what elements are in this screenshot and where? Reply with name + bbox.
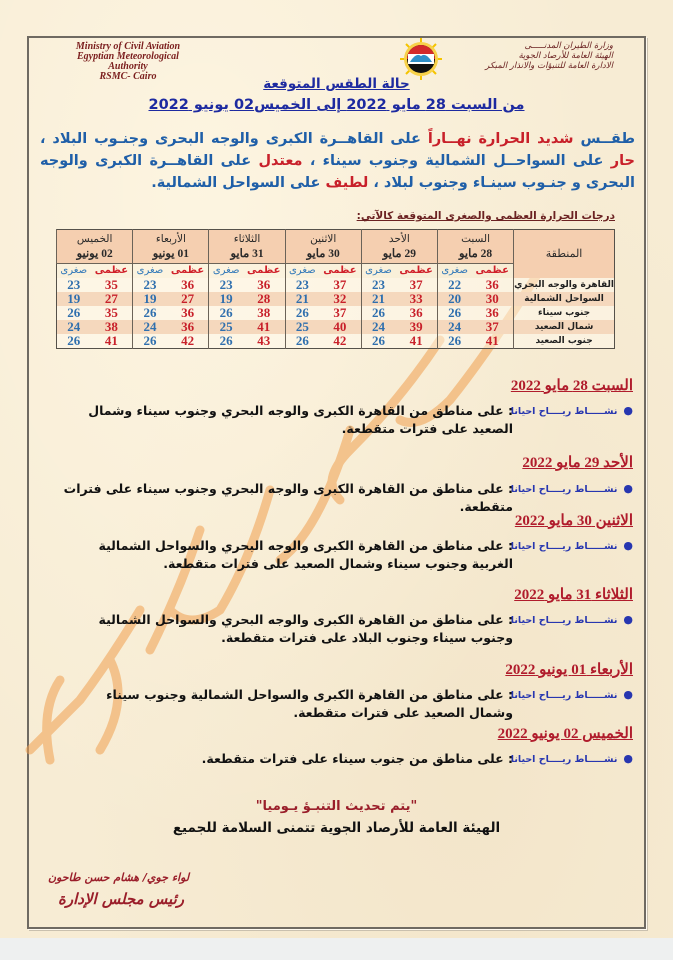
- table-row: [57, 278, 615, 292]
- day-header: [361, 230, 437, 264]
- forecast-text: : على مناطق من القاهرة الكبرى والوجه البحري وجنوب سيناء على فترات متقطعة.: [63, 481, 513, 514]
- forecast-text: : على مناطق من جنوب سيناء على فترات متقطعة.: [201, 751, 513, 766]
- bullet-icon: ●: [623, 539, 633, 552]
- max-temp-cell: 35: [91, 278, 133, 292]
- summary-highlight: حار: [610, 153, 635, 169]
- bullet-icon: ●: [623, 404, 633, 417]
- max-temp-cell: 36: [167, 278, 209, 292]
- min-label: صغرى: [57, 264, 91, 278]
- day-date: 30 مايو: [306, 247, 340, 260]
- wind-tag: [510, 686, 633, 705]
- min-label: صغرى: [209, 264, 243, 278]
- max-temp-cell: 41: [243, 320, 285, 334]
- max-temp-cell: 36: [243, 278, 285, 292]
- day-date: 02 يونيو: [76, 247, 113, 260]
- forecast-item: [60, 402, 633, 438]
- day-header: [209, 230, 285, 264]
- forecast-text: : على مناطق من القاهرة الكبرى والوجه البحري والسواحل الشمالية وجنوب سيناء وجنوب البلاد على فترات متقطعة.: [98, 612, 513, 645]
- bottom-strip: [0, 938, 673, 960]
- header-en-line-1: Ministry of Civil Aviation: [75, 41, 181, 52]
- wind-tag: [510, 611, 633, 630]
- forecast-text: : على مناطق من القاهرة الكبرى والوجه البحري وجنوب سيناء وشمال الصعيد على فترات متقطعة.: [88, 403, 513, 436]
- weather-summary: [40, 128, 635, 194]
- min-temp-cell: 26: [285, 334, 319, 349]
- forecast-text: : على مناطق من القاهرة الكبرى والوجه البحري والسواحل الشمالية الغربية وجنوب سيناء وشمال الصعيد على فترات متقطعة.: [98, 538, 513, 571]
- min-temp-cell: 21: [361, 292, 395, 306]
- wind-tag-label: نشـــــاط ريــــاح احيانا: [510, 615, 618, 626]
- min-temp-cell: 26: [361, 334, 395, 349]
- bullet-icon: ●: [623, 752, 633, 765]
- summary-text: على القاهــرة الكبرى والوجه البحرى و جنـوب سينـاء وجنوب لبلاد ،: [40, 153, 635, 191]
- bullet-icon: ●: [623, 613, 633, 626]
- wind-tag-label: نشـــــاط ريــــاح احيانا: [510, 690, 618, 701]
- min-temp-cell: 23: [285, 278, 319, 292]
- region-header: المنطقة: [514, 230, 615, 278]
- wind-tag-label: نشـــــاط ريــــاح احيانا: [510, 484, 618, 495]
- max-temp-cell: 38: [91, 320, 133, 334]
- max-temp-cell: 36: [167, 306, 209, 320]
- max-temp-cell: 27: [167, 292, 209, 306]
- ema-logo-icon: [400, 38, 442, 80]
- header-ar-line-1: وزارة الطيران المدنـــــى: [524, 41, 613, 51]
- min-temp-cell: 26: [133, 334, 167, 349]
- min-temp-cell: 23: [133, 278, 167, 292]
- max-temp-cell: 37: [319, 278, 361, 292]
- day-header: [57, 230, 133, 264]
- max-label: عظمى: [91, 264, 133, 278]
- summary-text: على السواحــل الشمالية وجنوب سيناء ،: [302, 153, 611, 169]
- min-temp-cell: 19: [209, 292, 243, 306]
- min-temp-cell: 22: [437, 278, 471, 292]
- max-label: عظمى: [471, 264, 513, 278]
- wind-tag-label: نشـــــاط ريــــاح احيانا: [510, 754, 618, 765]
- table-row: [57, 306, 615, 320]
- summary-text: على القاهــرة الكبرى والوجه البحرى وجنـوب البلاد ،: [40, 131, 428, 147]
- day-name: الأحد: [388, 233, 410, 245]
- min-temp-cell: 23: [209, 278, 243, 292]
- day-name: السبت: [461, 233, 491, 245]
- day-header: [133, 230, 209, 264]
- max-temp-cell: 42: [167, 334, 209, 349]
- max-temp-cell: 30: [471, 292, 513, 306]
- min-temp-cell: 23: [57, 278, 91, 292]
- forecast-item: [60, 750, 633, 769]
- date-range-subtitle: من السبت 28 مايو 2022 إلى الخميس02 يونيو 2022: [148, 97, 525, 113]
- summary-highlight: معتدل: [258, 153, 303, 169]
- max-temp-cell: 41: [91, 334, 133, 349]
- day-name: الاثنين: [310, 233, 337, 245]
- header-ar-line-3: الادارة العامة للتنبؤات والانذار المبكر: [485, 61, 613, 71]
- min-label: صغرى: [437, 264, 471, 278]
- min-temp-cell: 25: [209, 320, 243, 334]
- min-temp-cell: 26: [209, 334, 243, 349]
- max-label: عظمى: [243, 264, 285, 278]
- min-temp-cell: 20: [437, 292, 471, 306]
- region-name: جنوب سيناء: [514, 306, 615, 320]
- day-heading: الثلاثاء 31 مايو 2022: [514, 587, 633, 603]
- min-temp-cell: 26: [57, 334, 91, 349]
- wind-tag-label: نشـــــاط ريــــاح احيانا: [510, 406, 618, 417]
- day-date: 01 يونيو: [152, 247, 189, 260]
- min-temp-cell: 26: [437, 334, 471, 349]
- min-temp-cell: 24: [57, 320, 91, 334]
- region-name: شمال الصعيد: [514, 320, 615, 334]
- page-title: حالة الطقس المتوقعة: [263, 76, 410, 92]
- max-temp-cell: 43: [243, 334, 285, 349]
- max-temp-cell: 42: [319, 334, 361, 349]
- forecast-item: [60, 537, 633, 573]
- min-temp-cell: 24: [133, 320, 167, 334]
- table-row: [57, 292, 615, 306]
- closing-line: الهيئة العامة للأرصاد الجوية تتمنى السلامة للجميع: [172, 820, 501, 836]
- header-en-line-2: Egyptian Meteorological Authority: [77, 51, 179, 72]
- min-temp-cell: 26: [285, 306, 319, 320]
- region-name: جنوب الصعيد: [514, 334, 615, 349]
- max-temp-cell: 37: [471, 320, 513, 334]
- min-temp-cell: 21: [285, 292, 319, 306]
- max-temp-cell: 36: [471, 278, 513, 292]
- min-label: صغرى: [285, 264, 319, 278]
- forecast-text: : على مناطق من القاهرة الكبرى والسواحل الشمالية وجنوب سيناء وشمال الصعيد على فترات متقطعة.: [106, 687, 513, 720]
- update-note: "يتم تحديث التنبـؤ يـوميا": [255, 799, 418, 814]
- max-label: عظمى: [167, 264, 209, 278]
- table-caption: درجات الحرارة العظمى والصغرى المتوقعة كالآتي:: [356, 210, 615, 222]
- day-header: [437, 230, 513, 264]
- forecast-item: [60, 611, 633, 647]
- summary-highlight: لطيف: [325, 175, 369, 191]
- table-row: [57, 334, 615, 349]
- header-arabic: [463, 41, 613, 71]
- max-temp-cell: 33: [395, 292, 437, 306]
- signature-role: رئيس مجلس الإدارة: [58, 890, 184, 908]
- max-label: عظمى: [395, 264, 437, 278]
- day-date: 31 مايو: [230, 247, 264, 260]
- min-temp-cell: 26: [361, 306, 395, 320]
- day-name: الخميس: [76, 233, 113, 245]
- max-label: عظمى: [319, 264, 361, 278]
- max-temp-cell: 40: [319, 320, 361, 334]
- header-en-line-3: RSMC- Cairo: [99, 71, 157, 82]
- min-temp-cell: 19: [133, 292, 167, 306]
- day-date: 29 مايو: [382, 247, 416, 260]
- min-temp-cell: 23: [361, 278, 395, 292]
- min-label: صغرى: [361, 264, 395, 278]
- min-temp-cell: 24: [361, 320, 395, 334]
- min-temp-cell: 26: [437, 306, 471, 320]
- wind-tag: [510, 750, 633, 769]
- wind-tag: [510, 402, 633, 421]
- day-heading: الأحد 29 مايو 2022: [522, 455, 633, 471]
- min-temp-cell: 24: [437, 320, 471, 334]
- max-temp-cell: 27: [91, 292, 133, 306]
- table-row: [57, 320, 615, 334]
- max-temp-cell: 36: [471, 306, 513, 320]
- region-name: القاهرة والوجه البحري: [514, 279, 614, 290]
- wind-tag: [510, 480, 633, 499]
- max-temp-cell: 38: [243, 306, 285, 320]
- max-temp-cell: 35: [91, 306, 133, 320]
- max-temp-cell: 41: [471, 334, 513, 349]
- min-label: صغرى: [133, 264, 167, 278]
- day-heading: الاثنين 30 مايو 2022: [514, 513, 633, 529]
- day-date: 28 مايو: [458, 247, 493, 260]
- day-heading: الأربعاء 01 يونيو 2022: [505, 662, 633, 678]
- min-temp-cell: 19: [57, 292, 91, 306]
- wind-tag: [510, 537, 633, 556]
- day-header: [285, 230, 361, 264]
- min-temp-cell: 26: [209, 306, 243, 320]
- temperature-table: [56, 229, 615, 349]
- max-temp-cell: 36: [167, 320, 209, 334]
- day-name: الأربعاء: [155, 233, 186, 245]
- region-name: السواحل الشمالية: [514, 292, 615, 306]
- summary-highlight: شديد الحرارة نهــاراً: [427, 131, 574, 147]
- max-temp-cell: 37: [319, 306, 361, 320]
- forecast-item: [60, 686, 633, 722]
- min-temp-cell: 26: [133, 306, 167, 320]
- max-temp-cell: 37: [395, 278, 437, 292]
- day-name: الثلاثاء: [233, 233, 261, 245]
- max-temp-cell: 41: [395, 334, 437, 349]
- summary-text: على السواحل الشمالية.: [151, 175, 326, 191]
- bullet-icon: ●: [623, 482, 633, 495]
- day-heading: الخميس 02 يونيو 2022: [497, 726, 633, 742]
- summary-text: طقــس: [573, 131, 635, 147]
- day-heading: السبت 28 مايو 2022: [510, 378, 633, 394]
- max-temp-cell: 28: [243, 292, 285, 306]
- max-temp-cell: 36: [395, 306, 437, 320]
- min-temp-cell: 26: [57, 306, 91, 320]
- min-temp-cell: 25: [285, 320, 319, 334]
- bullet-icon: ●: [623, 688, 633, 701]
- max-temp-cell: 39: [395, 320, 437, 334]
- wind-tag-label: نشـــــاط ريــــاح احيانا: [510, 541, 618, 552]
- signature-name: لواء جوي/ هشام حسن طاحون: [48, 871, 190, 884]
- max-temp-cell: 32: [319, 292, 361, 306]
- header-ar-line-2: الهيئة العامة للأرصاد الجوية: [518, 51, 613, 61]
